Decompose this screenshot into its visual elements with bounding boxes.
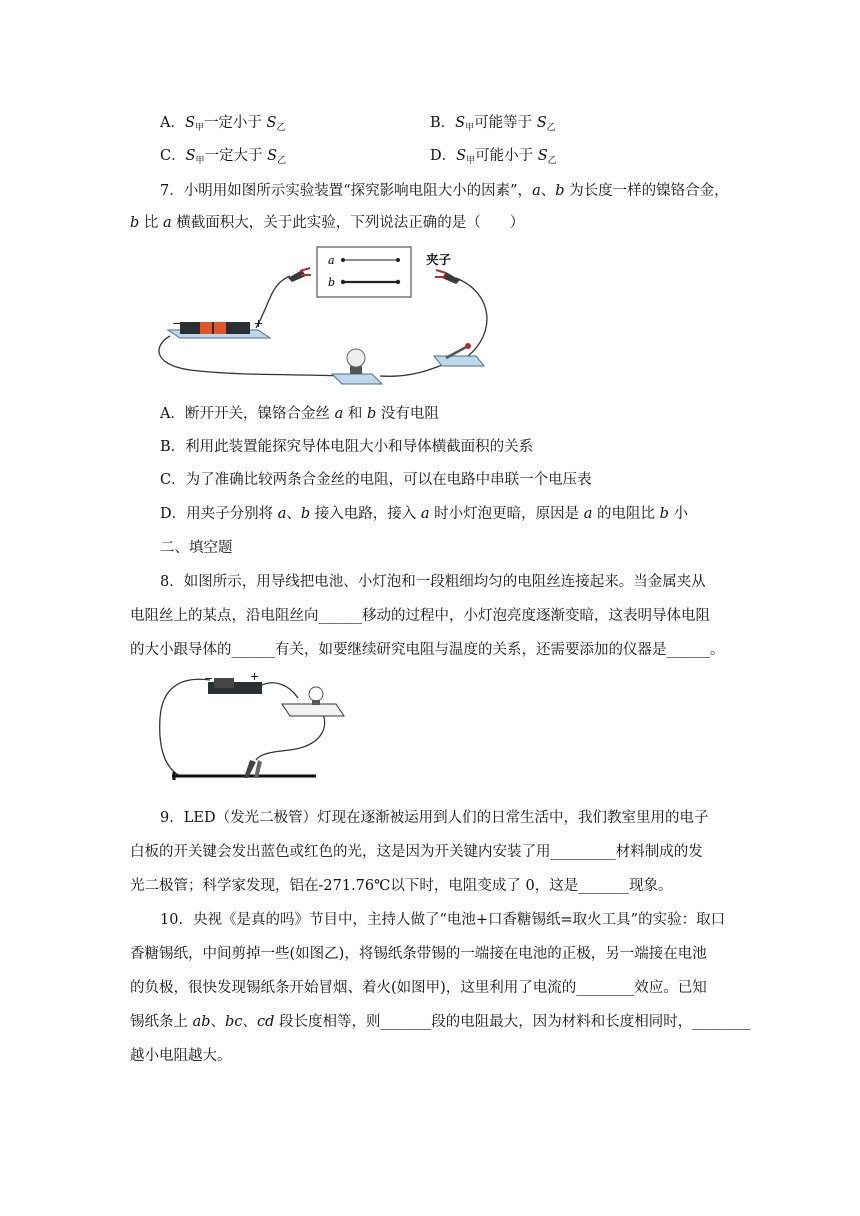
q6-option-a: A．$S_甲$一定小于 $S_乙$: [160, 115, 286, 133]
clip-right: [435, 270, 460, 284]
q8-circuit-figure: [150, 668, 330, 788]
q8-line2: 电阻丝上的某点，沿电阻丝向______移动的过程中，小灯泡亮度逐渐变暗，这表明导体电阻: [130, 608, 710, 624]
battery-minus-label: −: [204, 672, 214, 685]
q7-option-d: D．用夹子分别将 a、b 接入电路，接入 a 时小灯泡更暗，原因是 a 的电阻比 b 小: [160, 506, 689, 522]
wire-board: [317, 247, 452, 297]
q6-option-d: D．$S_甲$可能小于 $S_乙$: [430, 148, 557, 166]
battery: [204, 670, 262, 694]
clip-left: [288, 268, 311, 282]
q7-option-b: B．利用此装置能探究导体电阻大小和导体横截面积的关系: [160, 439, 534, 455]
q10-line4: 锡纸条上 ab、bc、cd 段长度相等，则_______段的电阻最大，因为材料和长度相同时，________: [130, 1014, 751, 1030]
q10-line1: 10．央视《是真的吗》节目中，主持人做了“电池+口香糖锡纸=取火工具”的实验：取口: [160, 912, 726, 928]
q9-line1: 9．LED（发光二极管）灯现在逐渐被运用到人们的日常生活中，我们教室里用的电子: [160, 810, 709, 826]
section-heading: 二、填空题: [160, 540, 233, 556]
q8-line1: 8．如图所示，用导线把电池、小灯泡和一段粗细均匀的电阻丝连接起来。当金属夹从: [160, 574, 706, 590]
wire-a-label: a: [328, 254, 335, 267]
resistance-wire: [172, 772, 316, 780]
battery-plus-label: +: [254, 317, 264, 330]
q7-option-c: C．为了准确比较两条合金丝的电阻，可以在电路中串联一个电压表: [160, 472, 592, 488]
battery-holder: [168, 317, 270, 338]
q8-line3: 的大小跟导体的______有关，如要继续研究电阻与温度的关系，还需要添加的仪器是______。: [130, 642, 725, 658]
q6-option-c: C．$S_甲$一定大于 $S_乙$: [160, 148, 287, 166]
clip-label: 夹子: [426, 252, 452, 267]
wire-b-label: b: [328, 276, 336, 289]
q7-stem-line2: b 比 a 横截面积大，关于此实验，下列说法正确的是（ ）: [130, 215, 525, 231]
battery-plus-label: +: [250, 670, 260, 683]
q10-line3: 的负极，很快发现锡纸条开始冒烟、着火(如图甲)，这里利用了电流的________效应。已知: [130, 980, 707, 996]
q10-line2: 香糖锡纸，中间剪掉一些(如图乙)，将锡纸条带锡的一端接在电池的正极，另一端接在电池: [130, 946, 707, 962]
battery-minus-label: −: [172, 317, 182, 330]
q10-line5: 越小电阻越大。: [130, 1048, 232, 1064]
q7-stem-line1: 7．小明用如图所示实验装置“探究影响电阻大小的因素”，a、b 为长度一样的镍铬合金，: [160, 183, 729, 199]
q9-line3: 光二极管；科学家发现，铝在-271.76℃以下时，电阻变成了 0，这是_______现象。: [130, 878, 673, 894]
q9-line2: 白板的开关键会发出蓝色或红色的光，这是因为开关键内安装了用_________材料制成的发: [130, 844, 703, 860]
lamp: [282, 687, 344, 716]
q7-circuit-figure: [150, 244, 510, 390]
q6-option-b: B．$S_甲$可能等于 $S_乙$: [430, 115, 556, 133]
lamp: [332, 349, 382, 384]
q7-option-a: A．断开开关，镍铬合金丝 a 和 b 没有电阻: [160, 406, 439, 422]
